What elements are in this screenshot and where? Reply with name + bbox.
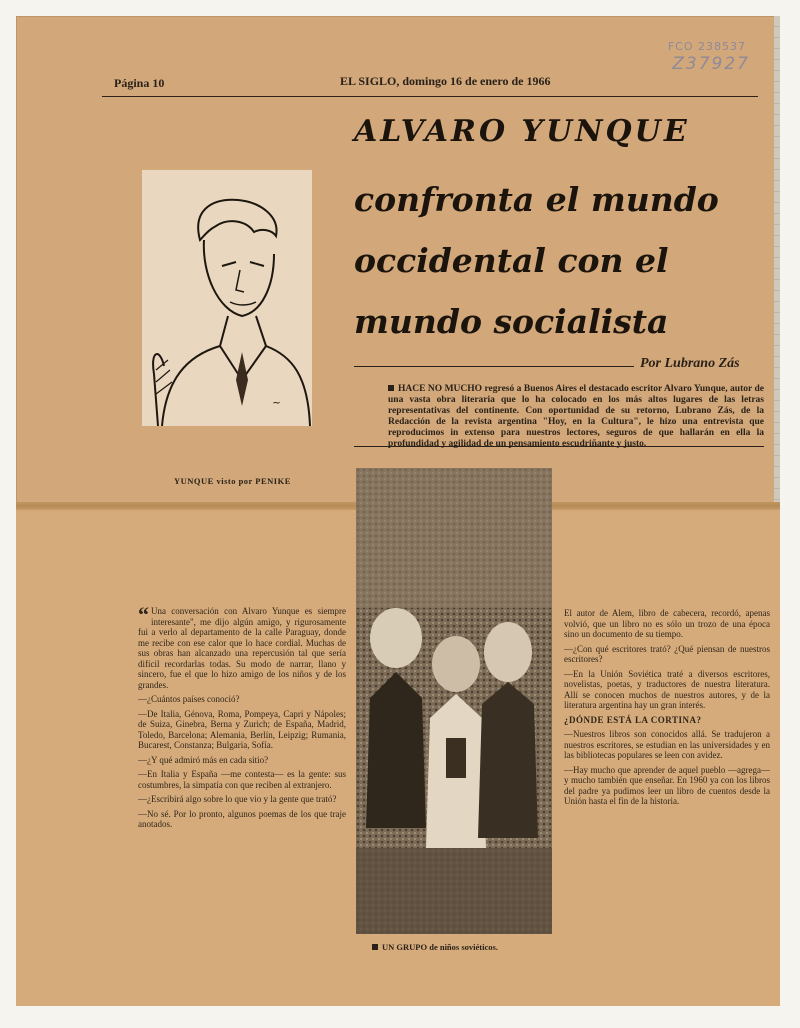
svg-text:~: ~	[272, 396, 282, 409]
archive-handwritten-number: Z37927	[672, 54, 750, 74]
photo-caption-text: UN GRUPO de niños soviéticos.	[382, 942, 498, 952]
body-paragraph: —¿Cuántos países conoció?	[138, 694, 240, 704]
body-paragraph: —En Italia y España —me contesta— es la gente: sus costumbres, la simpatía con que reciben al extranjero.	[138, 769, 346, 790]
bullet-square-icon	[388, 385, 394, 391]
body-paragraph: —Nuestros libros son conocidos allá. Se tradujeron a nuestros escritores, se estudian en las universidades y en las bibliotecas populares se leen con avidez.	[564, 729, 770, 760]
caricature-drawing	[142, 170, 312, 426]
body-paragraph: —¿Escribirá algo sobre lo que vio y la gente que trató?	[138, 794, 337, 804]
caricature-caption: YUNQUE visto por PENIKE	[174, 476, 291, 486]
page-number: Página 10	[114, 76, 165, 90]
body-paragraph: “ Una conversación con Alvaro Yunque es siempre interesante", me dijo algún amigo, y rigurosamente fui a verlo al departamento de la calle Paraguay, donde me recibe con ese calor que lo hace cordial. Muchas de sus obras han alcanzado una repercusión tal que sería difícil recordarlas todas. Su modo de narrar, llano y sincero, fue el que lo hizo amigo de los niños y de los grandes.	[138, 606, 346, 690]
body-paragraph: —¿Con qué escritores trató? ¿Qué piensan de nuestros escritores?	[564, 643, 770, 664]
bullet-square-icon	[372, 944, 378, 950]
byline-rule	[354, 366, 634, 367]
headline-subtitle-line-2: occidental con el	[354, 241, 669, 280]
section-subheading: ¿DÓNDE ESTÁ LA CORTINA?	[564, 714, 702, 725]
body-paragraph: —En la Unión Soviética traté a diversos escritores, novelistas, poetas, y traductores de nuestra literatura. Allí se conocen muchos de nuestros autores, y de la literatura argentina hay un gran interés.	[564, 668, 770, 710]
newspaper-page	[16, 16, 780, 1006]
intro-text: HACE NO MUCHO regresó a Buenos Aires el destacado escritor Alvaro Yunque, autor de una vasta obra literaria que lo ha colocado en los más altos lugares de las letras representativas del continente. Con oportunidad de su retorno, Lubrano Zás, de la Redacción de la revista argentina "Hoy, en la Cultura", le hizo una entrevista que reproducimos in extenso para nuestros lectores, seguros de que hallarán en ella la profundidad y agilidad de un pensamiento escudriñante y justo.	[388, 384, 764, 449]
intro-rule	[354, 446, 764, 447]
body-paragraph: —No sé. Por lo pronto, algunos poemas de los que traje anotados.	[138, 808, 346, 829]
body-paragraph: —Hay mucho que aprender de aquel pueblo —agrega— y mucho también que enseñar. En 1960 ya con los libros del padre ya pudimos leer un libro de cuentos desde la Unión hasta el fin de la historia.	[564, 764, 770, 806]
body-paragraph: —¿Y qué admiró más en cada sitio?	[138, 754, 269, 765]
intro-paragraph	[388, 384, 764, 450]
masthead: EL SIGLO, domingo 16 de enero de 1966	[340, 74, 551, 88]
body-paragraph: —De Italia, Génova, Roma, Pompeya, Capri y Nápoles; de Suiza, Ginebra, Berna y Zurich; de España, Madrid, Toledo, Barcelona; Alemania, Berlín, Leipzig; Rumania, Bucarest, Constanza; Bulgaria, Sofía.	[138, 708, 346, 750]
drop-cap: “	[138, 606, 149, 627]
body-paragraph: El autor de Alem, libro de cabecera, recordó, apenas volvió, que un libro no es sólo un trozo de una época sino un documento de su tiempo.	[564, 608, 770, 639]
byline: Por Lubrano Zás	[640, 356, 740, 371]
headline-subtitle-line-1: confronta el mundo	[354, 180, 719, 219]
article-column-right	[564, 608, 770, 948]
article-column-left	[138, 606, 346, 972]
headline	[354, 104, 764, 352]
archive-stamp: FCO 238537	[667, 40, 746, 53]
group-photo	[356, 468, 552, 934]
headline-subtitle-line-3: mundo socialista	[354, 302, 669, 341]
photo-caption	[372, 942, 498, 952]
headline-name: ALVARO YUNQUE	[354, 114, 690, 149]
